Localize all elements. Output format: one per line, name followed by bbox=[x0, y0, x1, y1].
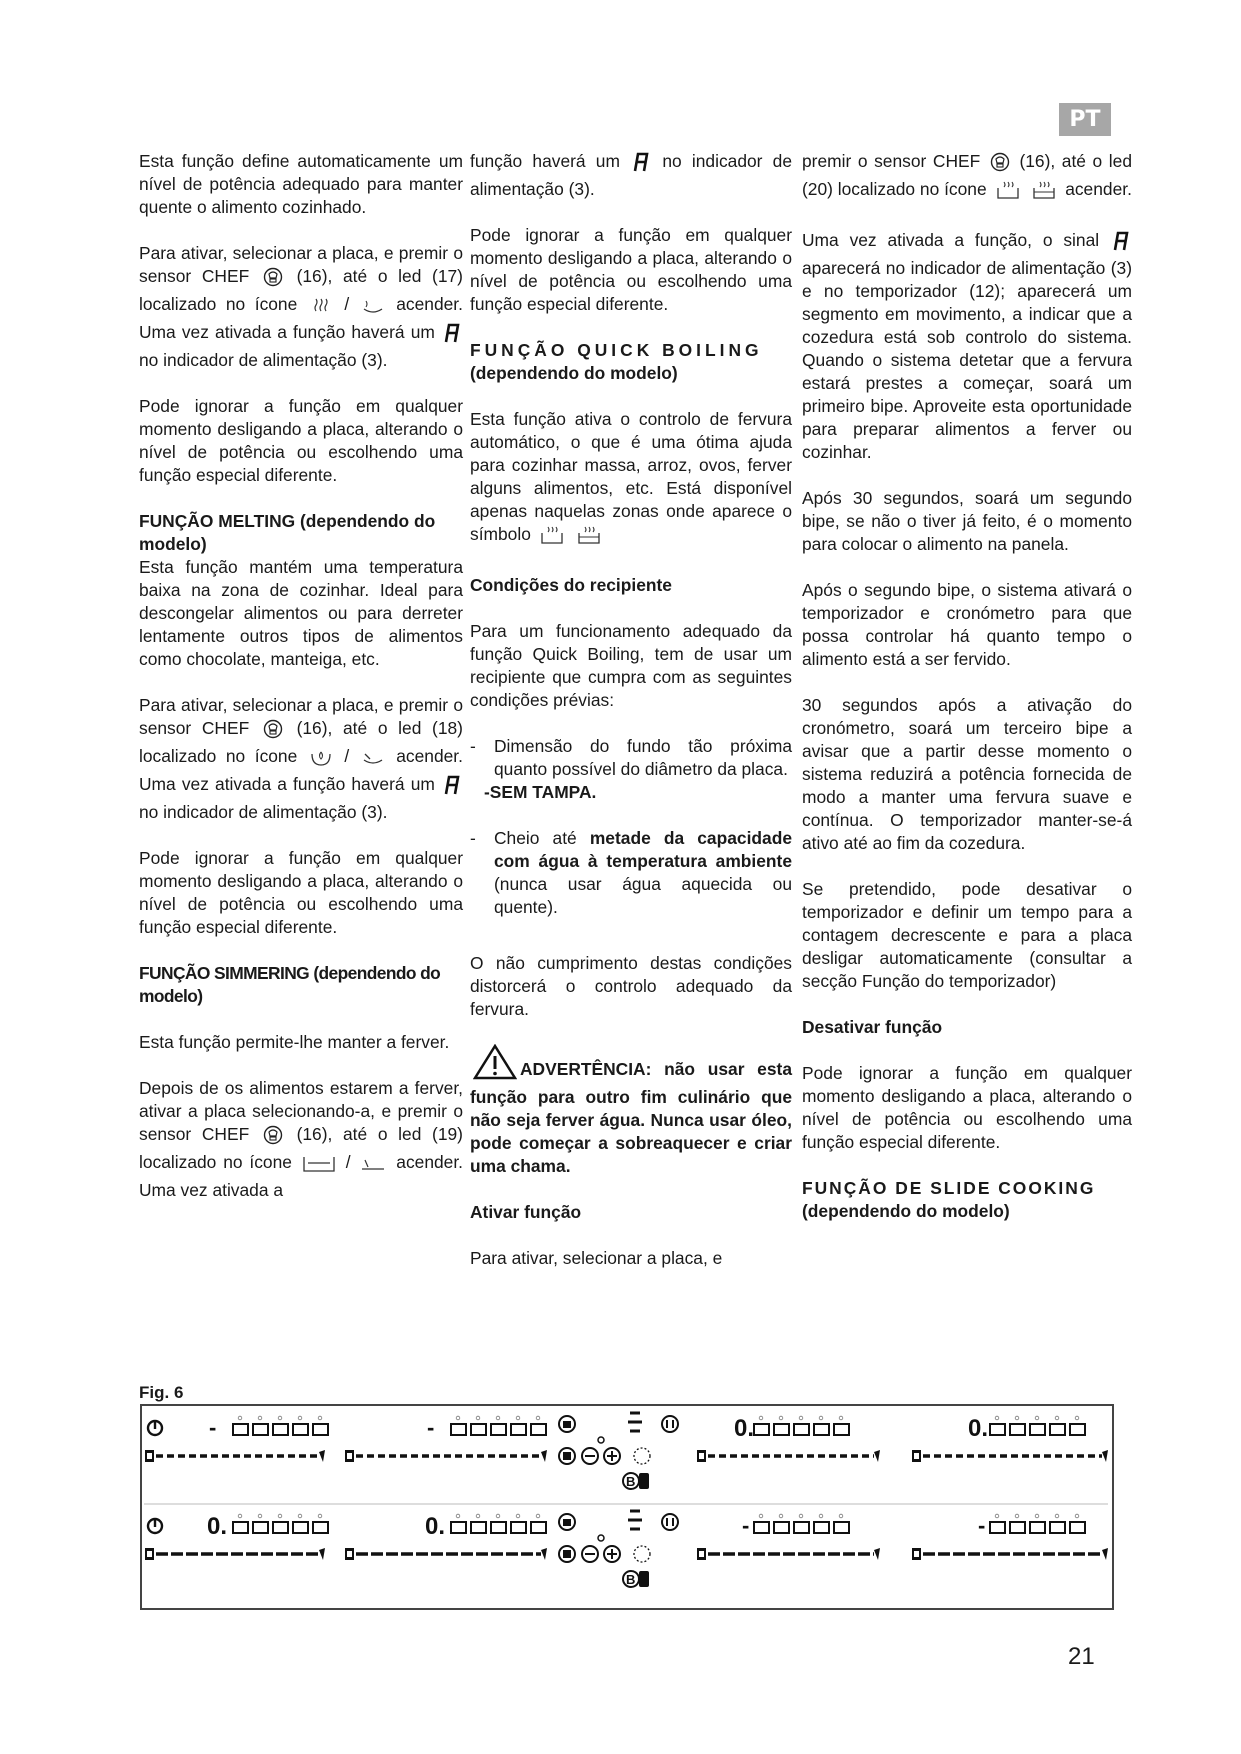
dotted-sensor-icon bbox=[634, 1546, 650, 1562]
slider-start-inner bbox=[147, 1453, 152, 1459]
paragraph-activate: Para ativar, selecionar a placa, e bbox=[470, 1248, 723, 1268]
lock-icon-body bbox=[563, 1421, 571, 1428]
a-symbol-icon bbox=[444, 775, 460, 801]
heading-activate: Ativar função bbox=[470, 1202, 582, 1222]
timer-led bbox=[1035, 1416, 1039, 1420]
a-symbol-icon bbox=[633, 152, 649, 178]
paragraph-activate-keepwarm bbox=[139, 242, 463, 372]
timer-digit-box bbox=[273, 1522, 288, 1533]
timer-led bbox=[516, 1416, 520, 1420]
text: premir o sensor CHEF bbox=[802, 151, 981, 171]
timer-led bbox=[298, 1514, 302, 1518]
paragraph-melting: Esta função mantém uma temperatura baixa na zona de cozinhar. Ideal para descongelar alimentos ou para derreter lentamente outros tipos de alimentos como chocolate, manteiga, etc. bbox=[139, 557, 463, 669]
timer-digit-box bbox=[531, 1522, 546, 1533]
level-dash: - bbox=[427, 1415, 435, 1440]
timer-led bbox=[779, 1514, 783, 1518]
slider-end-marker bbox=[319, 1548, 325, 1560]
timer-led bbox=[1015, 1416, 1019, 1420]
heading-conditions: Condições do recipiente bbox=[470, 575, 672, 595]
text: (16), até o led (17) localizado no ícone bbox=[139, 266, 463, 314]
list-item bbox=[470, 735, 792, 781]
chef-sensor-body bbox=[563, 1550, 571, 1558]
paragraph-signal bbox=[802, 229, 1132, 464]
heading-slide-cooking: FUNÇÃO DE SLIDE COOKING bbox=[802, 1178, 1096, 1198]
level-dash: - bbox=[209, 1415, 217, 1440]
level-dash: - bbox=[742, 1513, 750, 1538]
timer-digit-box bbox=[511, 1522, 526, 1533]
slider-end-marker bbox=[874, 1450, 880, 1462]
timer-led bbox=[1075, 1514, 1079, 1518]
level-digit-zero: 0. bbox=[734, 1415, 755, 1442]
language-badge: PT bbox=[1059, 103, 1111, 136]
text: aparecerá no indicador de alimentação (3) e no temporizador (12); aparecerá um segmento em movimento, a indicar que a cozedura está sob controlo do sistema. Quando o sistema detetar que a fervura estará prestes a começar, soará um primeiro bipe. Aproveite esta oportunidade para preparar alimentos a ferver ou cozinhar. bbox=[802, 258, 1132, 462]
paragraph-third-beep: 30 segundos após a ativação do cronómetro, soará um terceiro bipe a avisar que a partir desse momento o sistema reduzirá a potência fornecida de modo a manter uma fervura suave e contínua. O temporizador manter-se-á ativo até ao fim da cozedura. bbox=[802, 695, 1132, 853]
timer-digit-box bbox=[1050, 1522, 1065, 1533]
column-3 bbox=[802, 150, 1132, 1223]
timer-led bbox=[476, 1416, 480, 1420]
text: Cheio até bbox=[494, 828, 590, 848]
timer-digit-box bbox=[1050, 1424, 1065, 1435]
a-symbol-icon bbox=[1113, 231, 1129, 257]
timer-digit-box bbox=[754, 1522, 769, 1533]
pause-icon-bars bbox=[667, 1420, 673, 1428]
paragraph-intro: Esta função define automaticamente um nível de potência adequado para manter quente o alimento cozinhado. bbox=[139, 151, 463, 217]
timer-led bbox=[456, 1416, 460, 1420]
timer-led bbox=[839, 1514, 843, 1518]
text: acender. bbox=[1065, 179, 1132, 199]
bullet: - bbox=[470, 736, 476, 756]
heading-deactivate: Desativar função bbox=[802, 1017, 943, 1037]
timer-led bbox=[779, 1416, 783, 1420]
timer-digit-box bbox=[451, 1522, 466, 1533]
timer-led bbox=[496, 1514, 500, 1518]
pause-icon-bars bbox=[667, 1518, 673, 1526]
timer-led bbox=[496, 1416, 500, 1420]
timer-led bbox=[995, 1514, 999, 1518]
timer-led bbox=[318, 1514, 322, 1518]
timer-led bbox=[759, 1416, 763, 1420]
slider-start-inner bbox=[699, 1551, 704, 1557]
timer-digit-box bbox=[1070, 1424, 1085, 1435]
text: / bbox=[344, 746, 350, 766]
paragraph-non-compliance: O não cumprimento destas condições distorcerá o controlo adequado da fervura. bbox=[470, 953, 792, 1019]
page-number: 21 bbox=[1068, 1643, 1095, 1670]
timer-led bbox=[278, 1416, 282, 1420]
plus-lines bbox=[607, 1451, 617, 1461]
timer-digit-box bbox=[1030, 1522, 1045, 1533]
timer-digit-box bbox=[794, 1522, 809, 1533]
timer-digit-box bbox=[253, 1522, 268, 1533]
timer-digit-box bbox=[794, 1424, 809, 1435]
column-2 bbox=[470, 150, 792, 1270]
paragraph-simmering: Esta função permite-lhe manter a ferver. bbox=[139, 1032, 450, 1052]
text: Depois de os alimentos estarem a ferver, ativar a placa selecionando-a, e premir o sensor CHEF bbox=[139, 1078, 463, 1144]
text: Uma vez ativada a função, o sinal bbox=[802, 230, 1100, 250]
warning-text: ADVERTÊNCIA: não usar esta função para outro fim culinário que não seja ferver água. Nunca usar óleo, pode começar a sobreaquecer e criar uma chama. bbox=[470, 1059, 792, 1176]
list-item bbox=[470, 827, 792, 919]
timer-led bbox=[1075, 1416, 1079, 1420]
timer-led bbox=[759, 1514, 763, 1518]
heading-slide-cooking-sub: (dependendo do modelo) bbox=[802, 1201, 1010, 1221]
timer-led bbox=[298, 1416, 302, 1420]
b-sensor-label: B bbox=[626, 1474, 636, 1489]
slider-start-inner bbox=[699, 1453, 704, 1459]
timer-digit-box bbox=[293, 1424, 308, 1435]
plate-icon bbox=[362, 298, 384, 321]
heading-melting: FUNÇÃO MELTING (dependendo do modelo) bbox=[139, 511, 436, 554]
b-sensor-label: B bbox=[626, 1572, 636, 1587]
timer-led bbox=[1055, 1416, 1059, 1420]
timer-digit-box bbox=[814, 1522, 829, 1533]
boost-sensor-icon bbox=[639, 1473, 649, 1489]
chef-sensor-body bbox=[563, 1452, 571, 1460]
timer-digit-box bbox=[313, 1522, 328, 1533]
plus-lines bbox=[607, 1549, 617, 1559]
quick-boil-icon-2 bbox=[1031, 180, 1057, 206]
conditions-list bbox=[470, 735, 792, 919]
slider-end-marker bbox=[1102, 1450, 1108, 1462]
paragraph-activate-melting bbox=[139, 694, 463, 824]
no-lid-note: -SEM TAMPA. bbox=[484, 782, 597, 802]
timer-led bbox=[536, 1416, 540, 1420]
text: (16), até o led (18) localizado no ícone bbox=[139, 718, 463, 766]
control-panel-figure bbox=[140, 1404, 1114, 1610]
timer-digit-box bbox=[531, 1424, 546, 1435]
timer-digit-box bbox=[491, 1522, 506, 1533]
timer-bars-icon bbox=[628, 1413, 642, 1431]
timer-digit-box bbox=[491, 1424, 506, 1435]
paragraph-override-2: Pode ignorar a função em qualquer momento desligando a placa, alterando o nível de potência ou escolhendo uma função especial diferente. bbox=[139, 848, 463, 937]
pause-icon bbox=[662, 1514, 678, 1530]
level-digit-zero: 0. bbox=[968, 1415, 989, 1442]
heading-simmering: FUNÇÃO SIMMERING (dependendo do modelo) bbox=[139, 963, 441, 1006]
text: (nunca usar água aquecida ou quente). bbox=[494, 874, 792, 917]
slider-start-inner bbox=[914, 1453, 919, 1459]
quick-boil-icon bbox=[539, 525, 565, 551]
timer-digit-box bbox=[814, 1424, 829, 1435]
paragraph-activate-continued bbox=[802, 150, 1132, 206]
timer-digit-box bbox=[313, 1424, 328, 1435]
melting-icon bbox=[310, 749, 332, 773]
timer-led bbox=[1055, 1514, 1059, 1518]
text: acender. Uma vez ativada a função haverá um bbox=[139, 746, 463, 794]
text: (16), até o led (20) localizado no ícone bbox=[802, 151, 1133, 199]
timer-led bbox=[278, 1514, 282, 1518]
timer-small-icon bbox=[598, 1437, 604, 1443]
timer-digit-box bbox=[451, 1424, 466, 1435]
timer-led bbox=[238, 1416, 242, 1420]
timer-bars-icon bbox=[628, 1511, 642, 1529]
text: acender. Uma vez ativada a função haverá um bbox=[139, 294, 463, 342]
timer-led bbox=[476, 1514, 480, 1518]
paragraph-conditions: Para um funcionamento adequado da função Quick Boiling, tem de usar um recipiente que cumpra com as seguintes condições prévias: bbox=[470, 621, 792, 710]
slider-start-inner bbox=[347, 1453, 352, 1459]
slider-end-marker bbox=[874, 1548, 880, 1560]
paragraph-continued bbox=[470, 150, 792, 201]
text-bold: metade da capacidade com água à temperatura ambiente bbox=[494, 828, 792, 871]
timer-digit-box bbox=[1010, 1522, 1025, 1533]
quick-boil-icon-2 bbox=[576, 525, 602, 551]
timer-led bbox=[536, 1514, 540, 1518]
simmering-pan-icon bbox=[360, 1156, 386, 1179]
list-item-text: Dimensão do fundo tão próxima quanto possível do diâmetro da placa. bbox=[494, 736, 792, 779]
column-1 bbox=[139, 150, 463, 1202]
paragraph-timer: Se pretendido, pode desativar o temporizador e definir um tempo para a contagem decrescente e para a placa desligar automaticamente (consultar a secção Função do temporizador) bbox=[802, 879, 1132, 991]
timer-led bbox=[258, 1514, 262, 1518]
paragraph-override-3: Pode ignorar a função em qualquer momento desligando a placa, alterando o nível de potência ou escolhendo uma função especial diferente. bbox=[470, 225, 792, 314]
slider-end-marker bbox=[541, 1548, 547, 1560]
warning-icon bbox=[473, 1044, 517, 1086]
timer-led bbox=[258, 1416, 262, 1420]
timer-led bbox=[799, 1514, 803, 1518]
timer-led bbox=[1035, 1514, 1039, 1518]
timer-led bbox=[238, 1514, 242, 1518]
lock-icon-body bbox=[563, 1519, 571, 1526]
heading-quick-boiling-sub: (dependendo do modelo) bbox=[470, 363, 678, 383]
slider-end-marker bbox=[319, 1450, 325, 1462]
timer-led bbox=[819, 1416, 823, 1420]
timer-digit-box bbox=[293, 1522, 308, 1533]
timer-led bbox=[799, 1416, 803, 1420]
melting-pan-icon bbox=[362, 750, 384, 773]
text: Para ativar, selecionar a placa, e premir o sensor CHEF bbox=[139, 695, 463, 738]
text: acender. Uma vez ativada a bbox=[139, 1152, 464, 1200]
quick-boil-icon bbox=[995, 180, 1021, 206]
chef-icon bbox=[263, 1125, 283, 1151]
timer-digit-box bbox=[273, 1424, 288, 1435]
text: / bbox=[344, 294, 350, 314]
text: função haverá um bbox=[470, 151, 620, 171]
timer-led bbox=[318, 1416, 322, 1420]
paragraph-30-seconds: Após 30 segundos, soará um segundo bipe, se não o tiver já feito, é o momento para colocar o alimento na panela. bbox=[802, 488, 1132, 554]
timer-led bbox=[1015, 1514, 1019, 1518]
text: Esta função ativa o controlo de fervura automático, o que é uma ótima ajuda para cozinhar massa, arroz, ovos, ferver alguns alimentos, etc. Está disponível apenas naquelas zonas onde aparece o símbolo bbox=[470, 409, 792, 544]
slider-start-inner bbox=[147, 1551, 152, 1557]
text: no indicador de alimentação (3). bbox=[139, 350, 388, 370]
timer-digit-box bbox=[471, 1424, 486, 1435]
chef-icon bbox=[263, 719, 283, 745]
bullet: - bbox=[470, 828, 476, 848]
simmering-icon bbox=[302, 1153, 336, 1179]
timer-led bbox=[819, 1514, 823, 1518]
text: no indicador de alimentação (3). bbox=[139, 802, 388, 822]
timer-digit-box bbox=[1010, 1424, 1025, 1435]
keep-warm-icon bbox=[310, 297, 332, 321]
a-symbol-icon bbox=[444, 323, 460, 349]
timer-digit-box bbox=[834, 1522, 849, 1533]
heading-quick-boiling: FUNÇÃO QUICK BOILING bbox=[470, 340, 763, 360]
text: (16), até o led (19) localizado no ícone bbox=[139, 1124, 463, 1172]
timer-led bbox=[456, 1514, 460, 1518]
paragraph-activate-simmering bbox=[139, 1077, 463, 1202]
timer-digit-box bbox=[233, 1424, 248, 1435]
timer-digit-box bbox=[774, 1424, 789, 1435]
text: / bbox=[345, 1152, 351, 1172]
paragraph-quick-boiling bbox=[470, 408, 792, 551]
timer-digit-box bbox=[774, 1522, 789, 1533]
slider-end-marker bbox=[1102, 1548, 1108, 1560]
list-item-text bbox=[494, 827, 792, 919]
timer-digit-box bbox=[253, 1424, 268, 1435]
pause-icon bbox=[662, 1416, 678, 1432]
dotted-sensor-icon bbox=[634, 1448, 650, 1464]
timer-led bbox=[995, 1416, 999, 1420]
timer-digit-box bbox=[1030, 1424, 1045, 1435]
chef-icon bbox=[263, 267, 283, 293]
level-dash: - bbox=[978, 1513, 986, 1538]
slider-start-inner bbox=[914, 1551, 919, 1557]
chef-icon bbox=[990, 152, 1010, 178]
timer-digit-box bbox=[471, 1522, 486, 1533]
paragraph-second-beep: Após o segundo bipe, o sistema ativará o temporizador e cronómetro para que possa controlar há quanto tempo o alimento está a ser fervido. bbox=[802, 580, 1132, 669]
timer-digit-box bbox=[1070, 1522, 1085, 1533]
paragraph-override-1: Pode ignorar a função em qualquer momento desligando a placa, alterando o nível de potência ou escolhendo uma função especial diferente. bbox=[139, 396, 463, 485]
timer-led bbox=[839, 1416, 843, 1420]
paragraph-override-4: Pode ignorar a função em qualquer momento desligando a placa, alterando o nível de potência ou escolhendo uma função especial diferente. bbox=[802, 1063, 1132, 1152]
timer-digit-box bbox=[754, 1424, 769, 1435]
timer-digit-box bbox=[233, 1522, 248, 1533]
slider-end-marker bbox=[541, 1450, 547, 1462]
warning-box bbox=[470, 1044, 792, 1178]
figure-label: Fig. 6 bbox=[139, 1383, 184, 1402]
timer-digit-box bbox=[511, 1424, 526, 1435]
timer-small-icon bbox=[598, 1535, 604, 1541]
control-panel-diagram bbox=[142, 1406, 1112, 1608]
timer-digit-box bbox=[990, 1522, 1005, 1533]
timer-digit-box bbox=[834, 1424, 849, 1435]
level-digit-zero: 0. bbox=[425, 1513, 446, 1540]
slider-start-inner bbox=[347, 1551, 352, 1557]
timer-digit-box bbox=[990, 1424, 1005, 1435]
boost-sensor-icon bbox=[639, 1571, 649, 1587]
timer-led bbox=[516, 1514, 520, 1518]
text: no indicador de alimentação (3). bbox=[470, 151, 792, 199]
level-digit-zero: 0. bbox=[207, 1513, 228, 1540]
text: Para ativar, selecionar a placa, e premir o sensor CHEF bbox=[139, 243, 463, 286]
